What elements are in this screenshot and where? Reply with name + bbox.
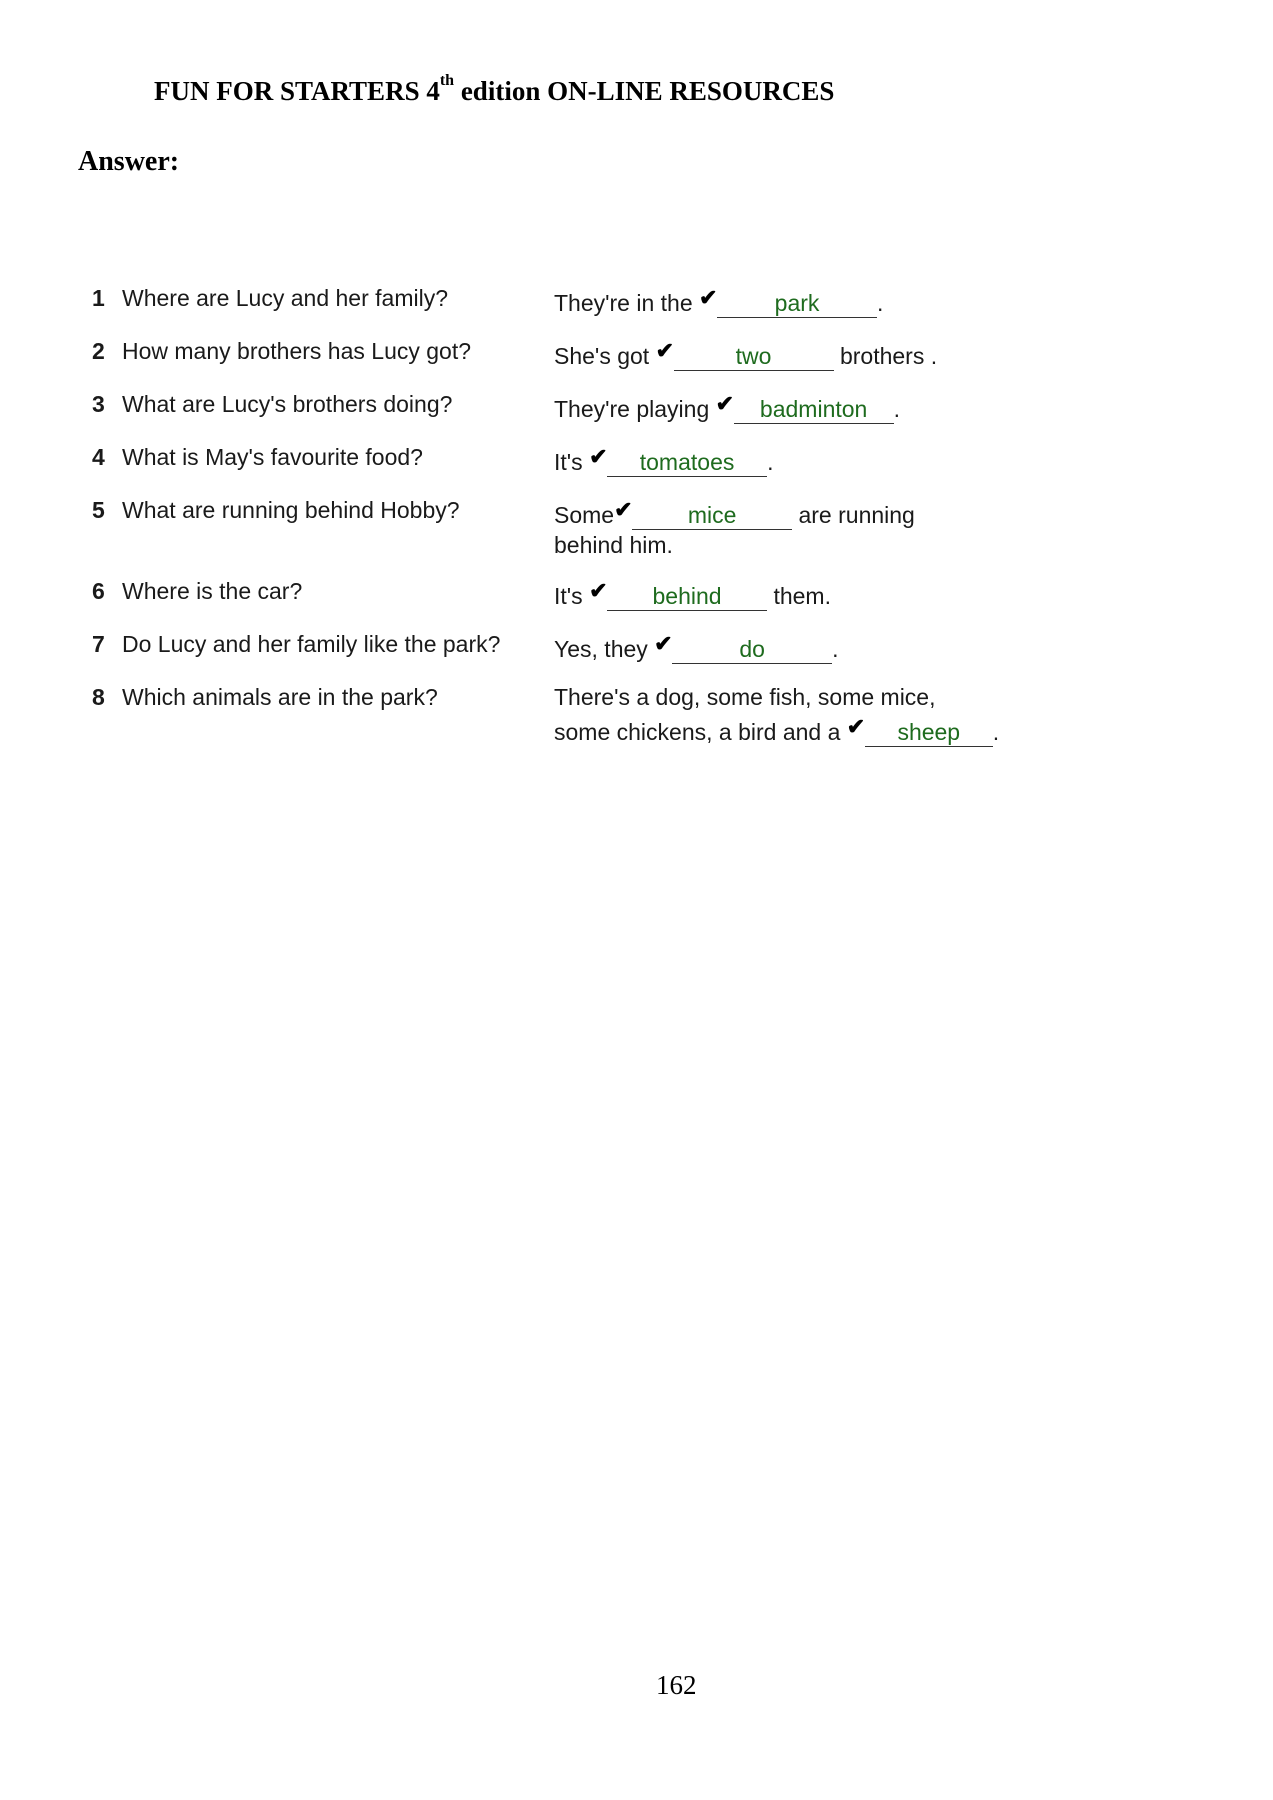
question-text: Where are Lucy and her family? [122,285,448,311]
answer-sentence: She's got ✔ two brothers . [554,338,938,369]
check-icon: ✔ [614,497,633,522]
answer-blank: park [717,289,877,318]
answer-blank: badminton [734,395,894,424]
question-text: What is May's favourite food? [122,444,423,470]
answer-sentence: Some✔ mice are running behind him. [554,497,915,558]
question-number: 1 [92,285,105,311]
question-text: Which animals are in the park? [122,684,438,710]
question-text: Do Lucy and her family like the park? [122,631,501,657]
answer-blank: do [672,635,832,664]
question-number: 8 [92,684,105,710]
question-text: How many brothers has Lucy got? [122,338,472,364]
question-text: What are Lucy's brothers doing? [122,391,453,417]
question-number: 7 [92,631,105,657]
answer-sentence: They're playing ✔ badminton . [554,391,901,422]
check-icon: ✔ [715,391,735,416]
page-number: 162 [656,1670,697,1700]
question-number: 2 [92,338,105,364]
answer-blank: mice [632,501,792,530]
check-icon: ✔ [655,338,675,363]
answer-sentence: It's ✔ behind them. [554,578,831,609]
answer-blank: tomatoes [607,448,767,477]
check-icon: ✔ [654,631,673,656]
question-text: Where is the car? [122,578,303,604]
check-icon: ✔ [699,285,718,310]
document-title: FUN FOR STARTERS 4th edition ON-LINE RESOURCES [154,72,835,106]
answer-blank: behind [607,582,767,611]
question-number: 6 [92,578,105,604]
answer-blank: two [674,342,834,371]
question-number: 4 [92,444,105,470]
question-number: 5 [92,497,105,523]
answer-sentence: Yes, they ✔ do . [554,631,839,662]
check-icon: ✔ [589,444,608,469]
check-icon: ✔ [589,578,608,603]
question-text: What are running behind Hobby? [122,497,460,523]
answer-blank: sheep [865,718,993,747]
answer-sentence: They're in the ✔ park . [554,285,884,316]
answer-sentence: There's a dog, some fish, some mice, some chickens, a bird and a ✔ sheep . [554,684,1000,745]
answer-sentence: It's ✔ tomatoes . [554,444,774,475]
answer-heading: Answer: [78,146,180,177]
check-icon: ✔ [846,714,866,739]
question-number: 3 [92,391,105,417]
